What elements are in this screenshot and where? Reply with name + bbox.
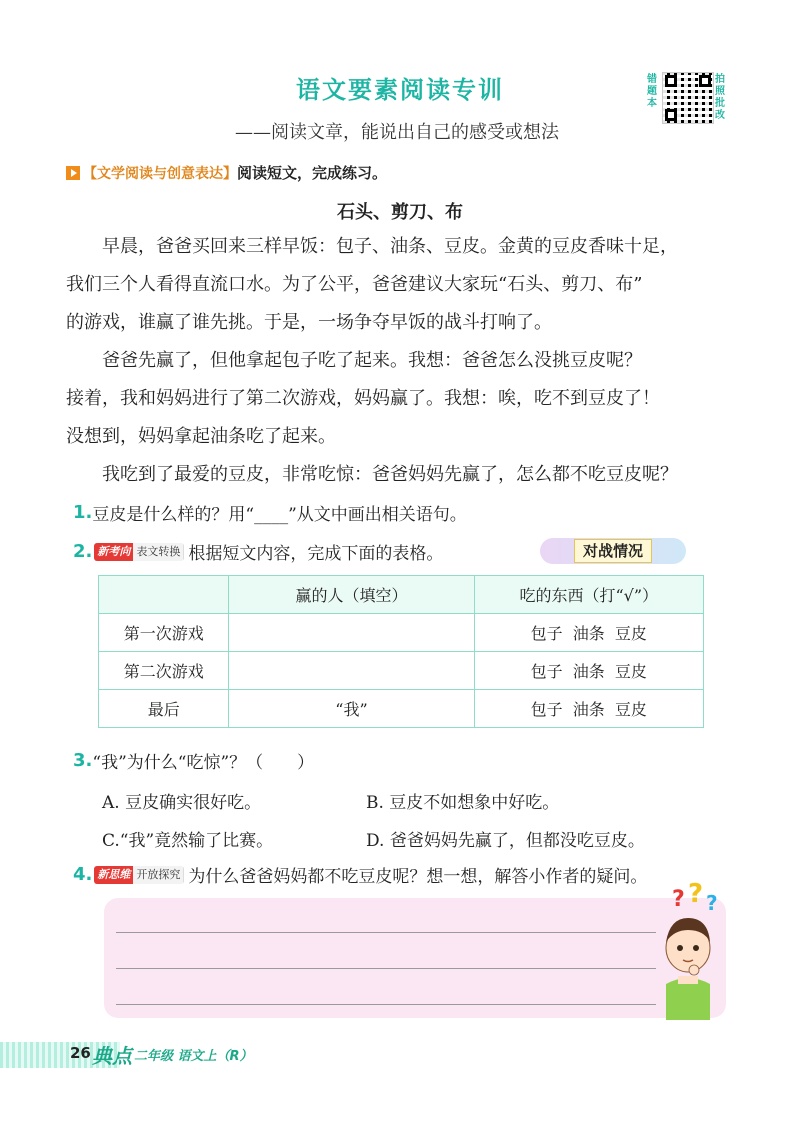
question-text: 豆皮是什么样的？用“____”从文中画出相关语句。 <box>92 505 467 525</box>
answer-table <box>98 575 704 728</box>
question-number: 4. <box>73 864 93 885</box>
badge-type: 表文转换 <box>133 543 184 561</box>
qr-left-label: 错题本 <box>647 74 657 109</box>
story-line: 我们三个人看得直流口水。为了公平，爸爸建议大家玩“石头、剪刀、布” <box>66 274 643 295</box>
story-line: 的游戏，谁赢了谁先挑。于是，一场争夺早饭的战斗打响了。 <box>66 312 552 333</box>
answer-line[interactable] <box>116 1004 656 1005</box>
play-icon <box>66 166 80 180</box>
brand-logo: 典点 <box>92 1044 132 1068</box>
battle-banner <box>540 538 686 564</box>
story-line: 接着，我和妈妈进行了第二次游戏，妈妈赢了。我想：唉，吃不到豆皮了！ <box>66 388 660 409</box>
table-row <box>99 652 704 690</box>
book-title: 二年级 语文上（R） <box>134 1049 253 1064</box>
story-line: 早晨，爸爸买回来三样早饭：包子、油条、豆皮。金黄的豆皮香味十足， <box>102 236 678 257</box>
story-title: 石头、剪刀、布 <box>337 202 463 223</box>
option-a[interactable]: A. 豆皮确实很好吃。 <box>102 793 262 813</box>
question-text[interactable]: “我”为什么“吃惊”？（ ） <box>92 753 315 773</box>
answer-line[interactable] <box>116 932 656 933</box>
badge <box>94 543 184 561</box>
table-choice-cell[interactable]: 包子 油条 豆皮 <box>474 690 704 728</box>
svg-text:?: ? <box>706 891 718 915</box>
table-cell: “我” <box>229 690 474 728</box>
question-2 <box>73 539 443 564</box>
page-number: 26 <box>70 1044 91 1062</box>
svg-text:?: ? <box>672 887 685 912</box>
table-choice-cell[interactable]: 包子 油条 豆皮 <box>474 652 704 690</box>
table-choice-cell[interactable]: 包子 油条 豆皮 <box>474 614 704 652</box>
option-d[interactable]: D. 爸爸妈妈先赢了，但都没吃豆皮。 <box>366 831 645 851</box>
option-b[interactable]: B. 豆皮不如想象中好吃。 <box>366 793 560 813</box>
qr-code-icon[interactable] <box>662 72 714 124</box>
question-number: 2. <box>73 541 93 562</box>
badge-type: 开放探究 <box>133 866 184 884</box>
battle-label: 对战情况 <box>574 539 652 563</box>
question-4 <box>73 862 647 887</box>
question-number: 1. <box>73 502 93 523</box>
table-header-cell: 吃的东西（打“√”） <box>474 576 704 614</box>
svg-text:?: ? <box>688 880 704 909</box>
table-header-cell <box>99 576 229 614</box>
table-header-cell: 赢的人（填空） <box>229 576 474 614</box>
table-header-row <box>99 576 704 614</box>
table-fill-cell[interactable] <box>229 614 474 652</box>
question-text: 根据短文内容，完成下面的表格。 <box>188 544 444 564</box>
story-line: 没想到，妈妈拿起油条吃了起来。 <box>66 426 336 447</box>
story-line: 我吃到了最爱的豆皮，非常吃惊：爸爸妈妈先赢了，怎么都不吃豆皮呢？ <box>102 464 678 485</box>
table-row <box>99 690 704 728</box>
question-number: 3. <box>73 750 93 771</box>
table-cell: 最后 <box>99 690 229 728</box>
table-cell: 第二次游戏 <box>99 652 229 690</box>
page-title: 语文要素阅读专训 <box>296 76 504 104</box>
badge-new: 新考向 <box>94 543 133 561</box>
qr-right-label: 拍照批改 <box>715 74 725 121</box>
table-row <box>99 614 704 652</box>
question-3 <box>73 748 314 773</box>
section-tag: 【文学阅读与创意表达】 <box>83 165 237 182</box>
option-c[interactable]: C.“我”竟然输了比赛。 <box>102 831 274 851</box>
badge <box>94 866 184 884</box>
section-instruction: 阅读短文，完成练习。 <box>237 164 388 182</box>
answer-area[interactable] <box>104 898 726 1018</box>
badge-new: 新思维 <box>94 866 133 884</box>
question-1 <box>73 500 467 525</box>
table-cell: 第一次游戏 <box>99 614 229 652</box>
thinking-boy-icon <box>648 880 728 1020</box>
question-text: 为什么爸爸妈妈都不吃豆皮呢？想一想，解答小作者的疑问。 <box>188 867 648 887</box>
story-line: 爸爸先赢了，但他拿起包子吃了起来。我想：爸爸怎么没挑豆皮呢？ <box>102 350 642 371</box>
qr-code-block[interactable] <box>646 72 726 128</box>
table-fill-cell[interactable] <box>229 652 474 690</box>
answer-line[interactable] <box>116 968 656 969</box>
section-label <box>66 162 387 183</box>
page-subtitle: ——阅读文章，能说出自己的感受或想法 <box>235 122 559 143</box>
